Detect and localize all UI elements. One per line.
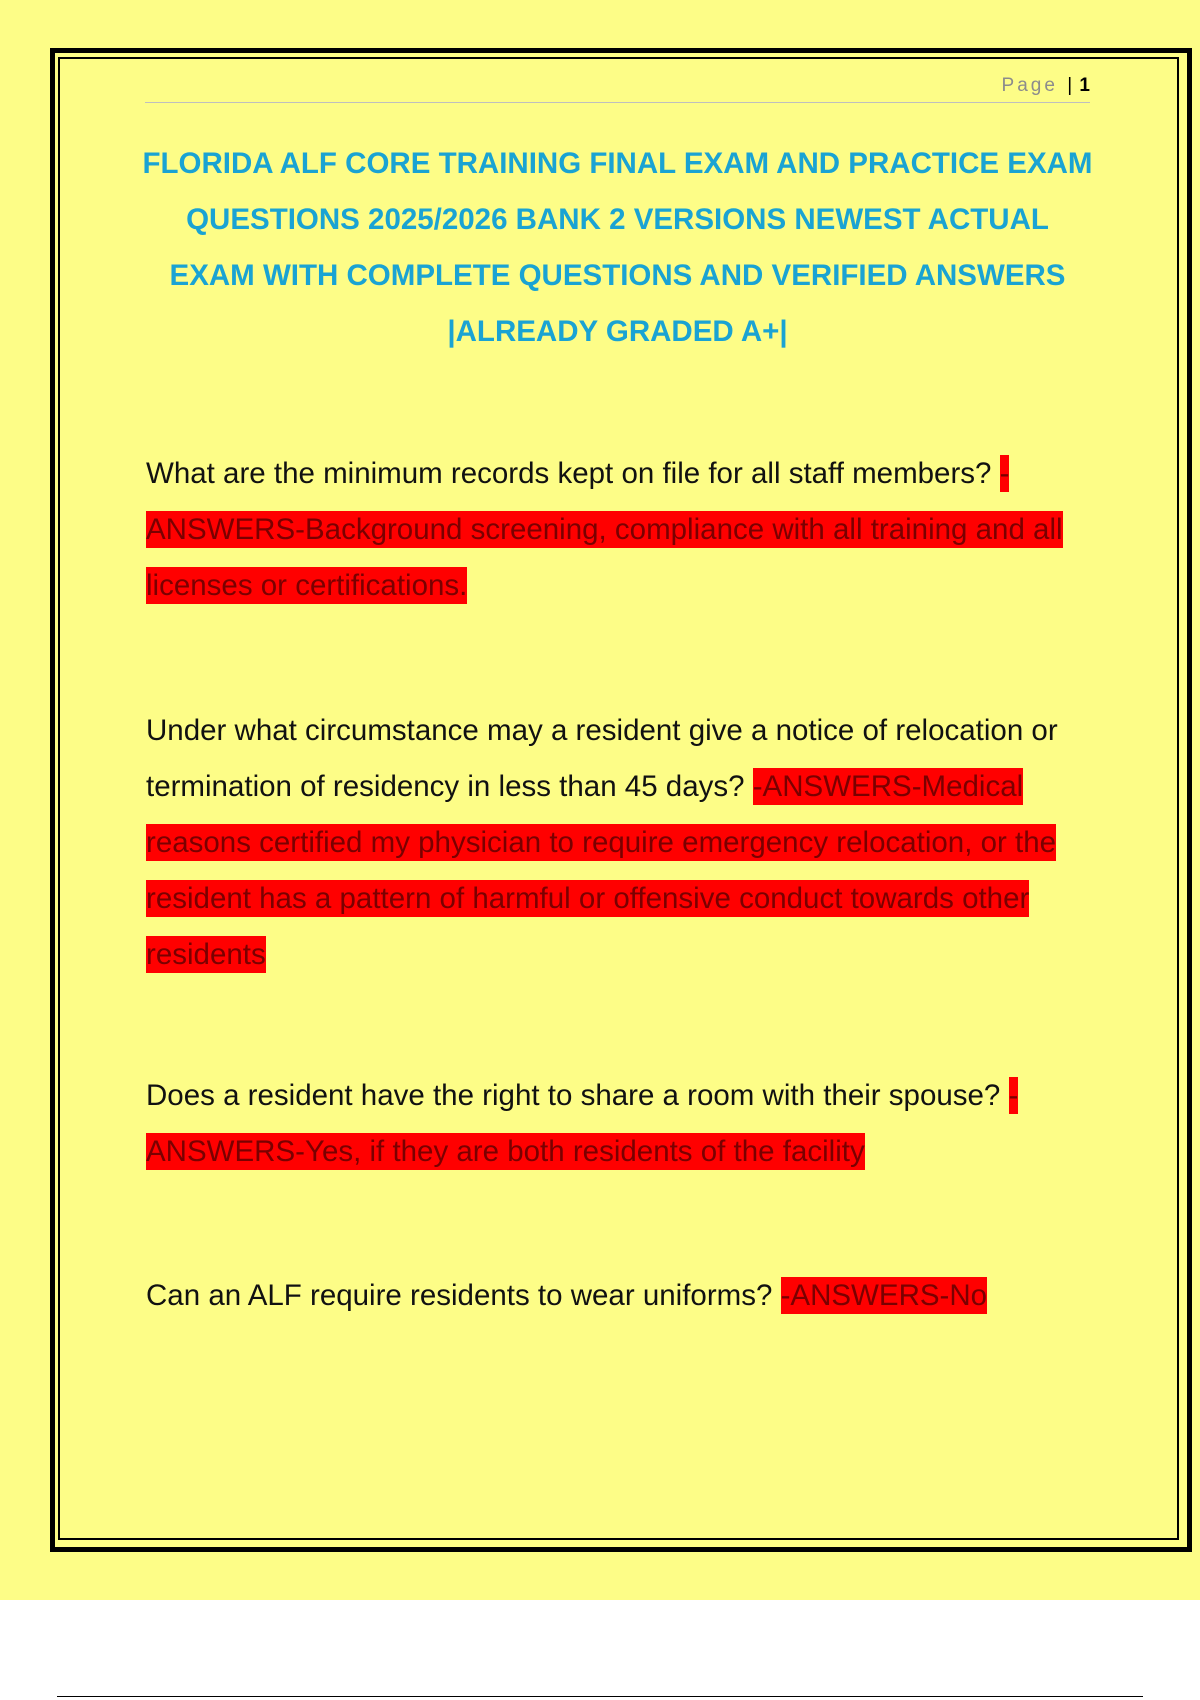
answer-text: -ANSWERS-No bbox=[780, 1279, 988, 1312]
qa-item bbox=[146, 703, 1096, 983]
next-page-divider bbox=[57, 1696, 1143, 1697]
qa-item bbox=[146, 446, 1096, 614]
qa-item bbox=[146, 1268, 1096, 1324]
page-label: Page bbox=[1001, 75, 1058, 96]
qa-item bbox=[146, 1068, 1096, 1180]
question-text: Does a resident have the right to share a room with their spouse? bbox=[146, 1079, 1009, 1112]
question-text: Can an ALF require residents to wear uniforms? bbox=[146, 1279, 781, 1312]
question-text: What are the minimum records kept on file for all staff members? bbox=[146, 457, 1000, 490]
answer-text: -ANSWERS-Medical reasons certified my physician to require emergency relocation, or the resident has a pattern of harmful or offensive conduct towards other residents bbox=[146, 770, 1057, 971]
page-header bbox=[145, 72, 1090, 103]
answer-text: -ANSWERS-Background screening, compliance with all training and all licenses or certifications. bbox=[146, 457, 1063, 602]
document-title: FLORIDA ALF CORE TRAINING FINAL EXAM AND PRACTICE EXAM QUESTIONS 2025/2026 BANK 2 VERSIONS NEWEST ACTUAL EXAM WITH COMPLETE QUESTIONS AND VERIFIED ANSWERS |ALREADY GRADED A+| bbox=[142, 147, 1093, 348]
answer-text: -ANSWERS-Yes, if they are both residents of the facility bbox=[146, 1079, 1019, 1168]
page-separator: | bbox=[1067, 75, 1073, 96]
page-number: 1 bbox=[1079, 75, 1090, 96]
question-text: Under what circumstance may a resident give a notice of relocation or termination of residency in less than 45 days? bbox=[146, 714, 1058, 803]
